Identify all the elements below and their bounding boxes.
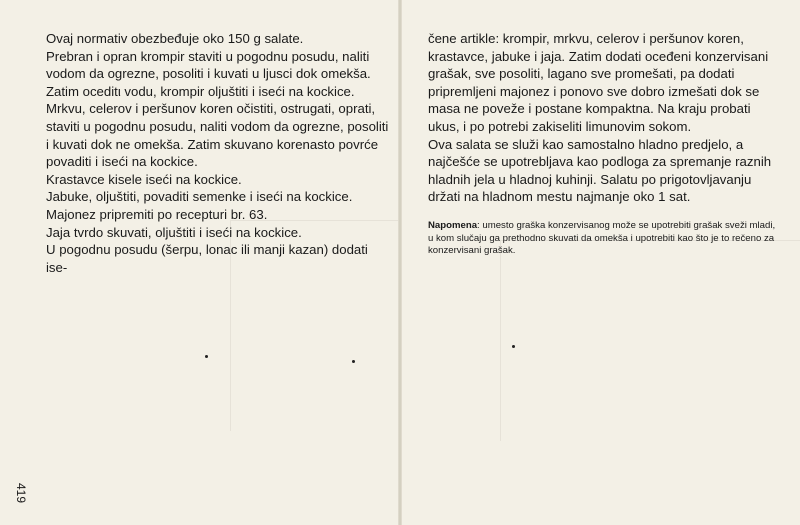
paragraph: Ova salata se služi kao samostalno hladno predjelo, a najčešće se upotrebljava kao podloga za spremanje raznih hladnih jela u hladnoj kuhinji. Salatu po prigotovljavanju držati na hladnom mestu najmanje oko 1 sat. <box>428 136 772 205</box>
speck <box>512 345 515 348</box>
page-number: 419 <box>14 482 28 504</box>
paragraph: Ovaj normativ obezbeđuje oko 150 g salate. <box>46 31 304 46</box>
paragraph: čene artikle: krompir, mrkvu, celerov i peršunov koren, krastavce, jabuke i jaja. Zatim dodati oceđeni konzervisani grašak, sve posoliti, lagano sve promešati, pa dodati pripremljeni majonez i ponovo sve dobro izmešati dok se masa ne poveže i postane kompaktna. Na kraju probati ukus, i po potrebi zakiseliti limunovim sokom. <box>428 31 769 134</box>
note-label: Napomena <box>428 219 478 231</box>
paragraph: Jaja tvrdo skuvati, oljuštiti i iseći na kockice. <box>46 224 302 240</box>
speck <box>205 355 208 358</box>
paragraph: Jabuke, oljuštiti, povaditi semenke i iseći na kockice. <box>46 189 353 205</box>
right-text-column <box>428 30 778 258</box>
right-page <box>400 0 800 525</box>
paragraph: Majonez pripremiti po recepturi br. 63. <box>46 206 268 222</box>
speck <box>352 360 355 363</box>
left-text-column <box>46 30 391 276</box>
bleed-through-lines <box>500 240 800 441</box>
paragraph: U pogodnu posudu (šerpu, lonac ili manji kazan) dodati ise- <box>46 242 368 275</box>
paragraph: Prebran i opran krompir staviti u pogodnu posudu, naliti vodom da ogrezne, posoliti i kuvati u ljusci dok omekša. Zatim oceditι vodu, krompir oljuštiti i iseći na kockice. <box>46 48 371 99</box>
note <box>428 220 778 258</box>
note-text: : umesto graška konzervisanog može se upotrebiti grašak sveži mladi, u kom slučaju ga prethodno skuvati da omekša i upotrebiti kao što je to rečeno za konzervisani grašak. <box>428 219 776 257</box>
paragraph: Mrkvu, celerov i peršunov koren očistiti, ostrugati, oprati, staviti u pogodnu posudu, naliti vodom da ogrezne, posoliti i kuvati dok ne omekša. Zatim skuvano korenasto povrće povaditi i iseći na kockice. <box>46 101 389 170</box>
paragraph: Krastavce kisele iseći na kockice. <box>46 171 242 187</box>
